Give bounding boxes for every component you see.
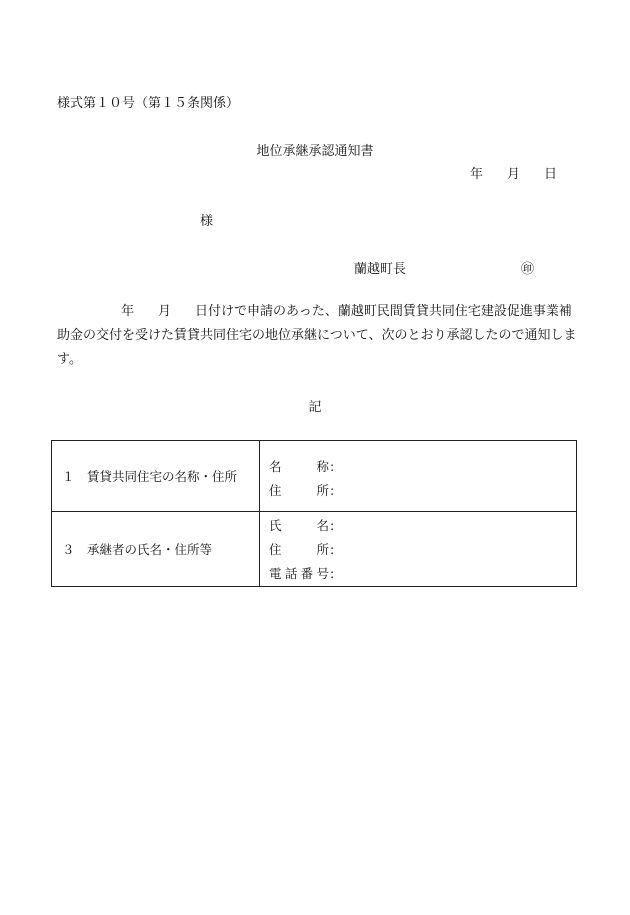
form-number: 様式第１０号（第１５条関係） [57,96,240,111]
field-row [269,514,576,538]
row-fields [260,512,577,587]
body-text: 日付けで申請のあった、蘭越町民間賃貸共同住宅建設促進事業補助金の交付を受けた賃貸共同住宅の地位承継について、次のとおり承認したので通知します。 [57,304,577,367]
table-row [52,512,577,587]
notice-body [57,300,579,372]
field-key-phone: 電話番号 [269,566,329,581]
field-colon: : [330,483,335,498]
body-year: 年 [121,304,135,319]
field-key-address: 住 所 [269,483,329,498]
table-row [52,441,577,512]
row-label: ３ 承継者の氏名・住所等 [52,512,260,587]
field-row [269,538,576,562]
field-colon: : [330,459,335,474]
field-key-person-name: 氏 名 [269,518,329,533]
field-colon: : [330,566,335,581]
field-colon: : [330,542,335,557]
date-day: 日 [544,167,558,182]
date-year: 年 [470,167,484,182]
date-line [470,163,557,182]
issuer-name: 蘭越町長 [354,262,407,277]
addressee-suffix: 様 [200,214,214,229]
details-table [51,440,577,587]
row-fields [260,441,577,512]
body-month: 月 [158,304,172,319]
field-row [269,455,576,479]
document-title: 地位承継承認通知書 [256,144,374,159]
field-key-address: 住 所 [269,542,329,557]
field-row [269,479,576,503]
seal-icon: ㊞ [521,262,535,277]
field-colon: : [330,518,335,533]
field-row [269,562,576,586]
ki-heading: 記 [308,400,322,415]
row-label: １ 賃貸共同住宅の名称・住所 [52,441,260,512]
field-key-name: 名 称 [269,459,329,474]
date-month: 月 [507,167,521,182]
